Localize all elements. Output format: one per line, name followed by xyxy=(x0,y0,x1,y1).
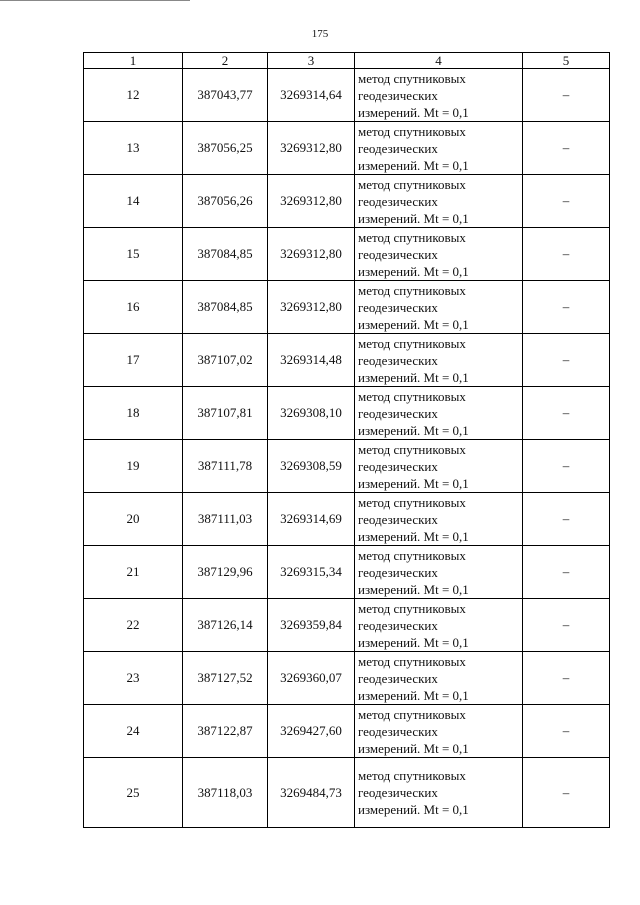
x-coordinate-cell: 387111,78 xyxy=(183,440,268,493)
row-number-cell: 25 xyxy=(84,758,183,828)
row-number-cell: 20 xyxy=(84,493,183,546)
y-coordinate-cell: 3269427,60 xyxy=(268,705,355,758)
method-line: метод спутниковых xyxy=(358,335,466,351)
note-cell: – xyxy=(523,122,610,175)
method-line: геодезических xyxy=(358,193,438,209)
row-number-cell: 12 xyxy=(84,69,183,122)
method-line: измерений. Mt = 0,1 xyxy=(358,369,469,385)
table-row xyxy=(84,599,610,652)
y-coordinate-cell: 3269314,64 xyxy=(268,69,355,122)
note-cell: – xyxy=(523,493,610,546)
note-cell: – xyxy=(523,69,610,122)
table-row xyxy=(84,228,610,281)
table-row xyxy=(84,175,610,228)
x-coordinate-cell: 387118,03 xyxy=(183,758,268,828)
method-line: геодезических xyxy=(358,87,438,103)
row-number-cell: 15 xyxy=(84,228,183,281)
table-row xyxy=(84,69,610,122)
x-coordinate-cell: 387107,81 xyxy=(183,387,268,440)
x-coordinate-cell: 387056,25 xyxy=(183,122,268,175)
method-cell xyxy=(355,440,523,493)
method-line: измерений. Mt = 0,1 xyxy=(358,316,469,332)
method-line: геодезических xyxy=(358,723,438,739)
y-coordinate-cell: 3269359,84 xyxy=(268,599,355,652)
header-col-5: 5 xyxy=(523,53,610,69)
table-header-row xyxy=(84,53,610,69)
method-line: метод спутниковых xyxy=(358,229,466,245)
note-cell: – xyxy=(523,334,610,387)
header-col-2: 2 xyxy=(183,53,268,69)
note-cell: – xyxy=(523,758,610,828)
method-line: геодезических xyxy=(358,564,438,580)
x-coordinate-cell: 387043,77 xyxy=(183,69,268,122)
y-coordinate-cell: 3269314,69 xyxy=(268,493,355,546)
method-line: измерений. Mt = 0,1 xyxy=(358,802,469,817)
note-cell: – xyxy=(523,228,610,281)
method-cell xyxy=(355,493,523,546)
table-row xyxy=(84,440,610,493)
note-cell: – xyxy=(523,387,610,440)
method-line: измерений. Mt = 0,1 xyxy=(358,104,469,120)
table-row xyxy=(84,281,610,334)
top-rule xyxy=(0,0,190,1)
method-cell xyxy=(355,652,523,705)
row-number-cell: 23 xyxy=(84,652,183,705)
method-line: метод спутниковых xyxy=(358,706,466,722)
row-number-cell: 24 xyxy=(84,705,183,758)
row-number-cell: 16 xyxy=(84,281,183,334)
x-coordinate-cell: 387084,85 xyxy=(183,281,268,334)
note-cell: – xyxy=(523,440,610,493)
note-cell: – xyxy=(523,175,610,228)
method-line: метод спутниковых xyxy=(358,123,466,139)
row-number-cell: 17 xyxy=(84,334,183,387)
method-line: метод спутниковых xyxy=(358,494,466,510)
method-line: геодезических xyxy=(358,405,438,421)
method-line: измерений. Mt = 0,1 xyxy=(358,422,469,438)
method-line: измерений. Mt = 0,1 xyxy=(358,263,469,279)
row-number-cell: 21 xyxy=(84,546,183,599)
y-coordinate-cell: 3269308,59 xyxy=(268,440,355,493)
x-coordinate-cell: 387122,87 xyxy=(183,705,268,758)
table-row xyxy=(84,546,610,599)
method-line: геодезических xyxy=(358,670,438,686)
table-row xyxy=(84,652,610,705)
row-number-cell: 18 xyxy=(84,387,183,440)
method-line: измерений. Mt = 0,1 xyxy=(358,528,469,544)
method-line: измерений. Mt = 0,1 xyxy=(358,475,469,491)
y-coordinate-cell: 3269312,80 xyxy=(268,281,355,334)
x-coordinate-cell: 387056,26 xyxy=(183,175,268,228)
method-line: метод спутниковых xyxy=(358,282,466,298)
method-cell xyxy=(355,281,523,334)
header-col-3: 3 xyxy=(268,53,355,69)
method-line: метод спутниковых xyxy=(358,441,466,457)
x-coordinate-cell: 387084,85 xyxy=(183,228,268,281)
method-line: измерений. Mt = 0,1 xyxy=(358,634,469,650)
y-coordinate-cell: 3269312,80 xyxy=(268,175,355,228)
y-coordinate-cell: 3269360,07 xyxy=(268,652,355,705)
y-coordinate-cell: 3269314,48 xyxy=(268,334,355,387)
y-coordinate-cell: 3269312,80 xyxy=(268,228,355,281)
method-cell xyxy=(355,758,523,828)
method-cell xyxy=(355,387,523,440)
y-coordinate-cell: 3269312,80 xyxy=(268,122,355,175)
note-cell: – xyxy=(523,281,610,334)
x-coordinate-cell: 387107,02 xyxy=(183,334,268,387)
method-line: метод спутниковых xyxy=(358,547,466,563)
method-line: геодезических xyxy=(358,246,438,262)
method-line: измерений. Mt = 0,1 xyxy=(358,740,469,756)
method-line: метод спутниковых xyxy=(358,768,466,783)
method-line: измерений. Mt = 0,1 xyxy=(358,157,469,173)
method-line: метод спутниковых xyxy=(358,388,466,404)
page-number: 175 xyxy=(311,28,329,40)
table-row xyxy=(84,493,610,546)
row-number-cell: 13 xyxy=(84,122,183,175)
method-cell xyxy=(355,122,523,175)
method-cell xyxy=(355,175,523,228)
table-row xyxy=(84,705,610,758)
note-cell: – xyxy=(523,652,610,705)
method-line: метод спутниковых xyxy=(358,600,466,616)
method-line: измерений. Mt = 0,1 xyxy=(358,210,469,226)
x-coordinate-cell: 387129,96 xyxy=(183,546,268,599)
x-coordinate-cell: 387111,03 xyxy=(183,493,268,546)
table-row xyxy=(84,334,610,387)
method-line: измерений. Mt = 0,1 xyxy=(358,687,469,703)
row-number-cell: 22 xyxy=(84,599,183,652)
header-col-4: 4 xyxy=(355,53,523,69)
method-line: метод спутниковых xyxy=(358,176,466,192)
row-number-cell: 14 xyxy=(84,175,183,228)
table-row xyxy=(84,122,610,175)
method-cell xyxy=(355,705,523,758)
table-row xyxy=(84,387,610,440)
method-line: геодезических xyxy=(358,511,438,527)
header-col-1: 1 xyxy=(84,53,183,69)
coordinates-table xyxy=(83,52,610,828)
method-line: метод спутниковых xyxy=(358,70,466,86)
note-cell: – xyxy=(523,546,610,599)
method-line: геодезических xyxy=(358,617,438,633)
x-coordinate-cell: 387126,14 xyxy=(183,599,268,652)
method-line: геодезических xyxy=(358,785,438,800)
method-cell xyxy=(355,599,523,652)
method-cell xyxy=(355,69,523,122)
x-coordinate-cell: 387127,52 xyxy=(183,652,268,705)
method-line: геодезических xyxy=(358,352,438,368)
method-cell xyxy=(355,334,523,387)
method-cell xyxy=(355,228,523,281)
method-line: геодезических xyxy=(358,299,438,315)
table-body xyxy=(84,69,610,828)
method-line: геодезических xyxy=(358,458,438,474)
row-number-cell: 19 xyxy=(84,440,183,493)
note-cell: – xyxy=(523,705,610,758)
method-line: измерений. Mt = 0,1 xyxy=(358,581,469,597)
table-row xyxy=(84,758,610,828)
method-cell xyxy=(355,546,523,599)
method-line: метод спутниковых xyxy=(358,653,466,669)
method-line: геодезических xyxy=(358,140,438,156)
y-coordinate-cell: 3269308,10 xyxy=(268,387,355,440)
y-coordinate-cell: 3269484,73 xyxy=(268,758,355,828)
y-coordinate-cell: 3269315,34 xyxy=(268,546,355,599)
note-cell: – xyxy=(523,599,610,652)
